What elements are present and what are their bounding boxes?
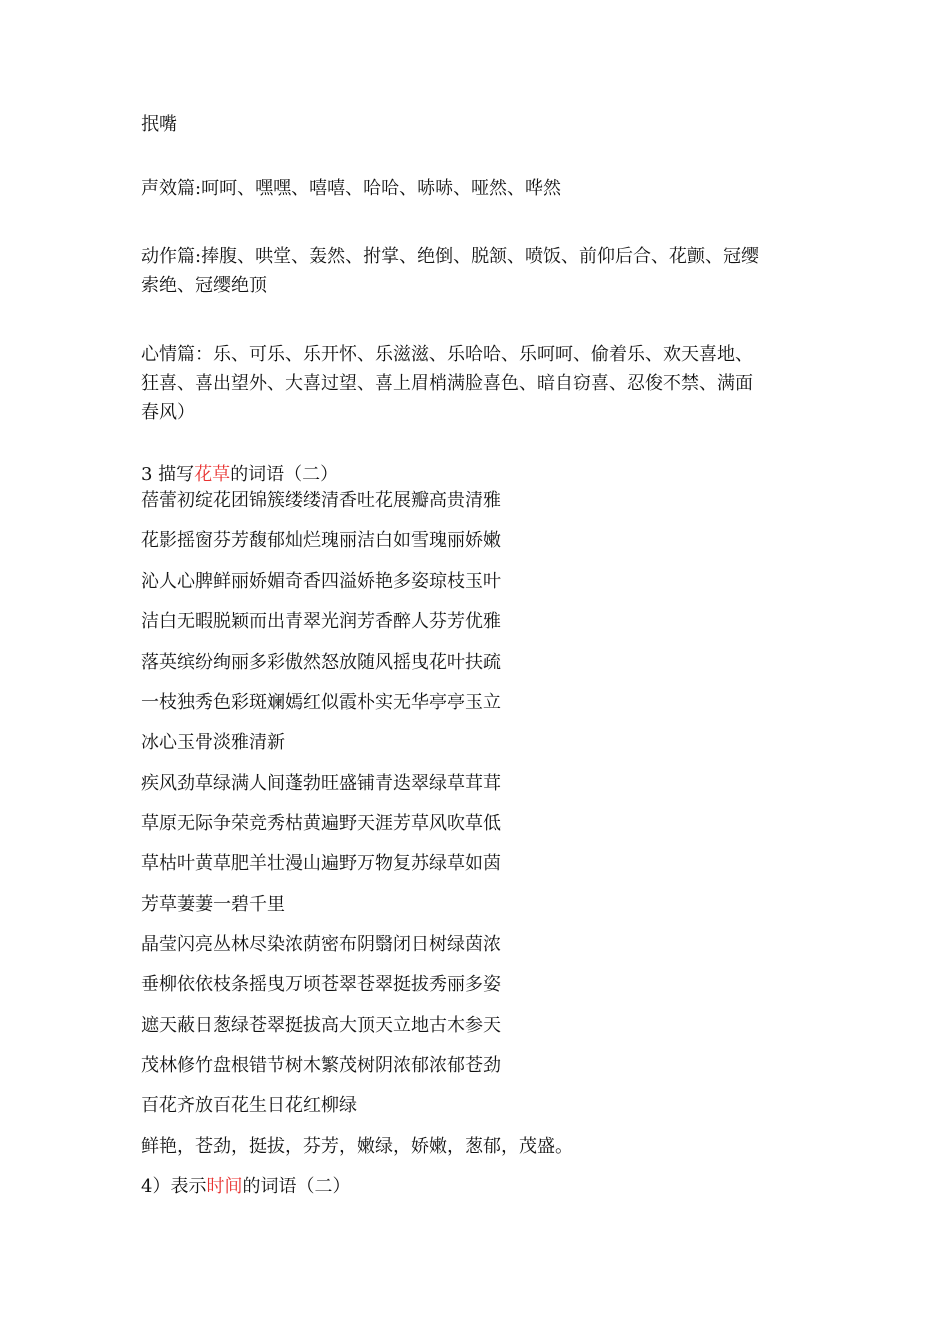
- actions-line-2: 索绝、冠缨绝顶: [141, 275, 267, 296]
- word-line: 鲜艳，苍劲，挺拔，芬芳，嫩绿，娇嫩，葱郁，茂盛。: [141, 1136, 573, 1157]
- word-line: 一枝独秀色彩斑斓嫣红似霞朴实无华亭亭玉立: [141, 692, 501, 713]
- heading-suffix: 的词语（二）: [242, 1176, 351, 1197]
- heading-suffix: 的词语（二）: [230, 464, 339, 485]
- heading-prefix: 3 描写: [141, 464, 195, 485]
- section-heading-time: [141, 1176, 350, 1198]
- word-line: 疾风劲草绿满人间蓬勃旺盛铺青迭翠绿草茸茸: [141, 773, 501, 794]
- actions-line-1: 动作篇:捧腹、哄堂、轰然、拊掌、绝倒、脱颔、喷饭、前仰后合、花颤、冠缨: [141, 246, 760, 267]
- word-line: 芳草萋萋一碧千里: [141, 894, 285, 915]
- mood-line-2: 狂喜、喜出望外、大喜过望、喜上眉梢满脸喜色、暗自窃喜、忍俊不禁、满面: [141, 373, 753, 394]
- mood-line-1: 心情篇：乐、可乐、乐开怀、乐滋滋、乐哈哈、乐呵呵、偷着乐、欢天喜地、: [141, 344, 753, 365]
- word-line: 晶莹闪亮丛林尽染浓荫密布阴翳闭日树绿茵浓: [141, 934, 501, 955]
- word-line: 冰心玉骨淡雅清新: [141, 732, 285, 753]
- word-line: 落英缤纷绚丽多彩傲然怒放随风摇曳花叶扶疏: [141, 652, 501, 673]
- word-line: 草原无际争荣竞秀枯黄遍野天涯芳草风吹草低: [141, 813, 501, 834]
- word-line: 遮天蔽日葱绿苍翠挺拔高大顶天立地古木参天: [141, 1015, 501, 1036]
- heading-highlight: 花草: [194, 464, 231, 485]
- word-line: 洁白无暇脱颖而出青翠光润芳香醉人芬芳优雅: [141, 611, 501, 632]
- text-line-pursed-lips: 抿嘴: [141, 114, 177, 135]
- word-line: 蓓蕾初绽花团锦簇缕缕清香吐花展瓣高贵清雅: [141, 490, 501, 511]
- word-line: 花影摇窗芬芳馥郁灿烂瑰丽洁白如雪瑰丽娇嫩: [141, 530, 501, 551]
- word-line: 垂柳依依枝条摇曳万顷苍翠苍翠挺拔秀丽多姿: [141, 974, 501, 995]
- heading-highlight: 时间: [206, 1176, 243, 1197]
- heading-prefix: 4）表示: [141, 1176, 207, 1197]
- sound-effects-line: 声效篇:呵呵、嘿嘿、嘻嘻、哈哈、哧哧、哑然、哗然: [141, 178, 562, 199]
- word-line: 草枯叶黄草肥羊壮漫山遍野万物复苏绿草如茵: [141, 853, 501, 874]
- section-heading-flowers: [141, 464, 338, 486]
- word-line: 沁人心脾鲜丽娇媚奇香四溢娇艳多姿琼枝玉叶: [141, 571, 501, 592]
- word-line: 茂林修竹盘根错节树木繁茂树阴浓郁浓郁苍劲: [141, 1055, 501, 1076]
- word-line: 百花齐放百花生日花红柳绿: [141, 1095, 357, 1116]
- mood-line-3: 春风）: [141, 402, 195, 423]
